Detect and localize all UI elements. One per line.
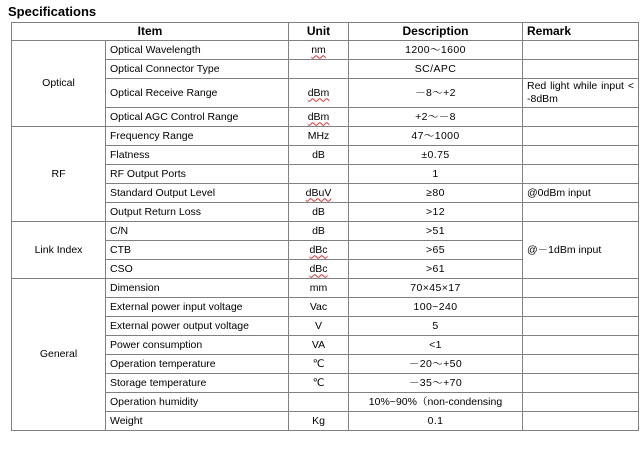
unit-text: dBm — [307, 86, 330, 99]
item-cell: Frequency Range — [106, 127, 289, 146]
description-cell: －35～+70 — [349, 374, 523, 393]
description-cell: 5 — [349, 317, 523, 336]
item-cell: Optical Wavelength — [106, 41, 289, 60]
unit-cell: Kg — [289, 412, 349, 431]
table-row — [12, 184, 639, 203]
unit-cell: dB — [289, 146, 349, 165]
remark-cell — [523, 317, 639, 336]
unit-cell: dB — [289, 222, 349, 241]
table-row — [12, 79, 639, 108]
unit-cell: VA — [289, 336, 349, 355]
description-cell: +2～－8 — [349, 108, 523, 127]
item-cell: Dimension — [106, 279, 289, 298]
description-cell: >61 — [349, 260, 523, 279]
item-cell: Optical Receive Range — [106, 79, 289, 108]
table-row — [12, 165, 639, 184]
description-cell: ±0.75 — [349, 146, 523, 165]
remark-cell — [523, 146, 639, 165]
description-cell: －8～+2 — [349, 79, 523, 108]
description-cell: 1200～1600 — [349, 41, 523, 60]
remark-cell-link-index: @－1dBm input — [523, 222, 639, 279]
description-cell: －20～+50 — [349, 355, 523, 374]
table-row — [12, 41, 639, 60]
item-cell: Weight — [106, 412, 289, 431]
description-cell: >12 — [349, 203, 523, 222]
description-cell: >51 — [349, 222, 523, 241]
table-row — [12, 60, 639, 79]
category-rf: RF — [12, 127, 106, 222]
column-header-item: Item — [12, 23, 289, 41]
table-row — [12, 108, 639, 127]
item-cell: Power consumption — [106, 336, 289, 355]
description-cell: ≥80 — [349, 184, 523, 203]
description-cell: 0.1 — [349, 412, 523, 431]
remark-cell — [523, 108, 639, 127]
description-cell: <1 — [349, 336, 523, 355]
page-title: Specifications — [8, 4, 97, 19]
item-cell: Standard Output Level — [106, 184, 289, 203]
remark-cell: @0dBm input — [523, 184, 639, 203]
table-row — [12, 279, 639, 298]
unit-cell — [289, 393, 349, 412]
unit-cell — [289, 184, 349, 203]
item-cell: Output Return Loss — [106, 203, 289, 222]
item-cell: Optical AGC Control Range — [106, 108, 289, 127]
category-link-index: Link Index — [12, 222, 106, 279]
item-cell: Storage temperature — [106, 374, 289, 393]
remark-cell — [523, 393, 639, 412]
remark-cell — [523, 412, 639, 431]
item-cell: Optical Connector Type — [106, 60, 289, 79]
item-cell: CSO — [106, 260, 289, 279]
remark-cell — [523, 298, 639, 317]
unit-cell — [289, 41, 349, 60]
unit-cell — [289, 79, 349, 108]
remark-cell — [523, 41, 639, 60]
remark-cell — [523, 355, 639, 374]
header-row — [12, 23, 639, 41]
item-cell: External power output voltage — [106, 317, 289, 336]
table-row — [12, 222, 639, 241]
description-cell: 10%~90%（non-condensing — [349, 393, 523, 412]
remark-cell: Red light while input < -8dBm — [523, 79, 639, 108]
column-header-remark: Remark — [523, 23, 639, 41]
description-cell: >65 — [349, 241, 523, 260]
remark-cell — [523, 203, 639, 222]
unit-cell: MHz — [289, 127, 349, 146]
table-row — [12, 298, 639, 317]
column-header-description: Description — [349, 23, 523, 41]
table-row — [12, 127, 639, 146]
unit-cell — [289, 165, 349, 184]
table-row — [12, 146, 639, 165]
unit-text: dBc — [309, 243, 328, 256]
item-cell: Flatness — [106, 146, 289, 165]
unit-cell — [289, 60, 349, 79]
table-row — [12, 203, 639, 222]
unit-cell: ℃ — [289, 355, 349, 374]
column-header-unit: Unit — [289, 23, 349, 41]
description-cell: 47～1000 — [349, 127, 523, 146]
unit-text: nm — [311, 43, 326, 56]
table-row — [12, 393, 639, 412]
item-cell: RF Output Ports — [106, 165, 289, 184]
description-cell: 1 — [349, 165, 523, 184]
unit-text: dBc — [309, 262, 328, 275]
table-row — [12, 317, 639, 336]
description-cell: 70×45×17 — [349, 279, 523, 298]
item-cell: Operation temperature — [106, 355, 289, 374]
unit-cell: mm — [289, 279, 349, 298]
item-cell: C/N — [106, 222, 289, 241]
table-row — [12, 355, 639, 374]
unit-cell — [289, 241, 349, 260]
remark-cell — [523, 336, 639, 355]
category-optical: Optical — [12, 41, 106, 127]
unit-cell: V — [289, 317, 349, 336]
remark-cell — [523, 374, 639, 393]
unit-cell: Vac — [289, 298, 349, 317]
remark-cell — [523, 279, 639, 298]
item-cell: External power input voltage — [106, 298, 289, 317]
unit-cell: dB — [289, 203, 349, 222]
spec-table — [11, 22, 639, 431]
unit-cell — [289, 108, 349, 127]
remark-cell — [523, 127, 639, 146]
unit-cell — [289, 260, 349, 279]
item-cell: Operation humidity — [106, 393, 289, 412]
item-cell: CTB — [106, 241, 289, 260]
unit-cell: ℃ — [289, 374, 349, 393]
table-row — [12, 336, 639, 355]
table-row — [12, 374, 639, 393]
table-row — [12, 412, 639, 431]
category-general: General — [12, 279, 106, 431]
description-cell: SC/APC — [349, 60, 523, 79]
unit-text: dBm — [307, 110, 330, 123]
remark-cell — [523, 60, 639, 79]
description-cell: 100~240 — [349, 298, 523, 317]
unit-text: dBuV — [305, 186, 332, 199]
remark-cell — [523, 165, 639, 184]
